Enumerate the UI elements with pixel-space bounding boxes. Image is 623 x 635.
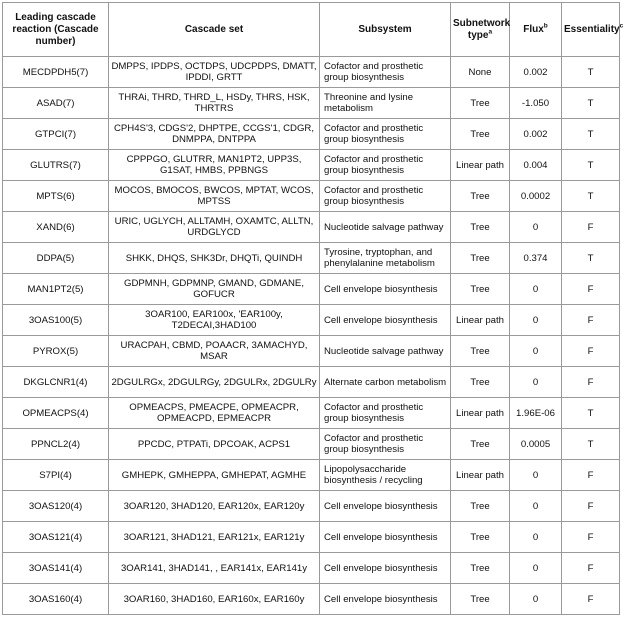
cell-flux: 0 [510, 336, 562, 367]
cell-subnetwork-type: Tree [451, 522, 510, 553]
cell-reaction: PYROX(5) [3, 336, 109, 367]
table-row [3, 584, 620, 615]
table-row [3, 274, 620, 305]
cell-cascade-set: 2DGULRGx, 2DGULRGy, 2DGULRx, 2DGULRy [109, 367, 320, 398]
cell-subsystem: Cofactor and prosthetic group biosynthesis [320, 150, 451, 181]
cell-reaction: ASAD(7) [3, 88, 109, 119]
cell-subnetwork-type: Tree [451, 119, 510, 150]
cell-reaction: DDPA(5) [3, 243, 109, 274]
cell-reaction: GLUTRS(7) [3, 150, 109, 181]
table-row [3, 57, 620, 88]
cell-essentiality: F [562, 460, 620, 491]
cell-subnetwork-type: Tree [451, 367, 510, 398]
cell-essentiality: T [562, 57, 620, 88]
cell-essentiality: F [562, 274, 620, 305]
table-row [3, 305, 620, 336]
cell-essentiality: F [562, 491, 620, 522]
cell-subsystem: Tyrosine, tryptophan, and phenylalanine metabolism [320, 243, 451, 274]
cell-subsystem: Cell envelope biosynthesis [320, 522, 451, 553]
cell-essentiality: T [562, 181, 620, 212]
cell-essentiality: T [562, 243, 620, 274]
cell-subnetwork-type: Tree [451, 212, 510, 243]
header-subnetwork-type [451, 3, 510, 57]
cell-subnetwork-type: Linear path [451, 460, 510, 491]
table-row [3, 336, 620, 367]
cell-reaction: MAN1PT2(5) [3, 274, 109, 305]
cell-subsystem: Cofactor and prosthetic group biosynthesis [320, 398, 451, 429]
cell-reaction: 3OAS160(4) [3, 584, 109, 615]
cell-reaction: 3OAS141(4) [3, 553, 109, 584]
cell-flux: 1.96E-06 [510, 398, 562, 429]
header-flux-text: Flux [523, 23, 544, 35]
cell-flux: 0 [510, 367, 562, 398]
table-row [3, 119, 620, 150]
cell-reaction: MECDPDH5(7) [3, 57, 109, 88]
cell-essentiality: T [562, 398, 620, 429]
cell-subsystem: Cofactor and prosthetic group biosynthesis [320, 181, 451, 212]
cell-essentiality: T [562, 119, 620, 150]
cell-subnetwork-type: None [451, 57, 510, 88]
cell-reaction: MPTS(6) [3, 181, 109, 212]
cell-subsystem: Nucleotide salvage pathway [320, 212, 451, 243]
cell-flux: 0.0005 [510, 429, 562, 460]
cell-flux: 0.002 [510, 119, 562, 150]
table-row [3, 150, 620, 181]
cell-subnetwork-type: Linear path [451, 305, 510, 336]
cell-flux: 0 [510, 584, 562, 615]
header-reaction: Leading cascade reaction (Cascade number) [3, 3, 109, 57]
cell-cascade-set: MOCOS, BMOCOS, BWCOS, MPTAT, WCOS, MPTSS [109, 181, 320, 212]
cell-cascade-set: PPCDC, PTPATi, DPCOAK, ACPS1 [109, 429, 320, 460]
cell-cascade-set: 3OAR100, EAR100x, 'EAR100y, T2DECAI,3HAD100 [109, 305, 320, 336]
cell-subnetwork-type: Tree [451, 553, 510, 584]
cell-subsystem: Cell envelope biosynthesis [320, 584, 451, 615]
header-subsystem: Subsystem [320, 3, 451, 57]
table-row [3, 398, 620, 429]
cell-flux: 0 [510, 274, 562, 305]
cell-cascade-set: THRAi, THRD, THRD_L, HSDy, THRS, HSK, THRTRS [109, 88, 320, 119]
cell-cascade-set: URACPAH, CBMD, POAACR, 3AMACHYD, MSAR [109, 336, 320, 367]
cell-subnetwork-type: Tree [451, 584, 510, 615]
cell-reaction: DKGLCNR1(4) [3, 367, 109, 398]
header-subnetwork-text: Subnetwork type [453, 17, 511, 41]
cell-essentiality: T [562, 429, 620, 460]
cell-flux: 0.004 [510, 150, 562, 181]
cell-cascade-set: DMPPS, IPDPS, OCTDPS, UDCPDPS, DMATT, IPDDI, GRTT [109, 57, 320, 88]
cell-essentiality: T [562, 150, 620, 181]
cell-subsystem: Threonine and lysine metabolism [320, 88, 451, 119]
cell-flux: 0.374 [510, 243, 562, 274]
cell-cascade-set: 3OAR141, 3HAD141, , EAR141x, EAR141y [109, 553, 320, 584]
cell-reaction: XAND(6) [3, 212, 109, 243]
cell-reaction: 3OAS100(5) [3, 305, 109, 336]
table-row [3, 243, 620, 274]
table-row [3, 212, 620, 243]
cell-cascade-set: SHKK, DHQS, SHK3Dr, DHQTi, QUINDH [109, 243, 320, 274]
cell-subnetwork-type: Tree [451, 336, 510, 367]
header-flux [510, 3, 562, 57]
cell-subsystem: Alternate carbon metabolism [320, 367, 451, 398]
cell-reaction: 3OAS121(4) [3, 522, 109, 553]
cell-subsystem: Cofactor and prosthetic group biosynthesis [320, 119, 451, 150]
header-cascade-set: Cascade set [109, 3, 320, 57]
cell-flux: 0 [510, 305, 562, 336]
table-row [3, 553, 620, 584]
cell-cascade-set: OPMEACPS, PMEACPE, OPMEACPR, OPMEACPD, EPMEACPR [109, 398, 320, 429]
cell-flux: 0 [510, 553, 562, 584]
cell-cascade-set: URIC, UGLYCH, ALLTAMH, OXAMTC, ALLTN, URDGLYCD [109, 212, 320, 243]
cell-cascade-set: CPH4S'3, CDGS'2, DHPTPE, CCGS'1, CDGR, DNMPPA, DNTPPA [109, 119, 320, 150]
cell-flux: 0 [510, 212, 562, 243]
cell-flux: 0.0002 [510, 181, 562, 212]
cell-flux: 0 [510, 491, 562, 522]
table-row [3, 88, 620, 119]
cell-flux: 0 [510, 522, 562, 553]
cell-cascade-set: 3OAR121, 3HAD121, EAR121x, EAR121y [109, 522, 320, 553]
cascade-table [2, 2, 623, 615]
cell-flux: -1.050 [510, 88, 562, 119]
cell-reaction: 3OAS120(4) [3, 491, 109, 522]
cell-essentiality: F [562, 553, 620, 584]
cell-subsystem: Cell envelope biosynthesis [320, 305, 451, 336]
cell-subsystem: Cofactor and prosthetic group biosynthesis [320, 429, 451, 460]
table-row [3, 429, 620, 460]
cell-subnetwork-type: Tree [451, 88, 510, 119]
cell-reaction: OPMEACPS(4) [3, 398, 109, 429]
cell-essentiality: F [562, 367, 620, 398]
table-row [3, 522, 620, 553]
cell-essentiality: F [562, 212, 620, 243]
cell-flux: 0 [510, 460, 562, 491]
cell-cascade-set: CPPPGO, GLUTRR, MAN1PT2, UPP3S, G1SAT, HMBS, PPBNGS [109, 150, 320, 181]
table-body [3, 57, 620, 615]
cell-essentiality: F [562, 522, 620, 553]
cell-subsystem: Nucleotide salvage pathway [320, 336, 451, 367]
cell-reaction: PPNCL2(4) [3, 429, 109, 460]
footnote-c-marker: c [619, 22, 623, 30]
cell-essentiality: F [562, 336, 620, 367]
cell-subsystem: Lipopolysaccharide biosynthesis / recycling [320, 460, 451, 491]
cell-subnetwork-type: Tree [451, 274, 510, 305]
cell-subnetwork-type: Tree [451, 243, 510, 274]
cell-subsystem: Cell envelope biosynthesis [320, 274, 451, 305]
cell-subsystem: Cell envelope biosynthesis [320, 553, 451, 584]
cell-essentiality: T [562, 88, 620, 119]
cell-cascade-set: GDPMNH, GDPMNP, GMAND, GDMANE, GOFUCR [109, 274, 320, 305]
table-row [3, 460, 620, 491]
cell-essentiality: F [562, 584, 620, 615]
table-row [3, 367, 620, 398]
cell-subnetwork-type: Tree [451, 491, 510, 522]
cell-subsystem: Cofactor and prosthetic group biosynthesis [320, 57, 451, 88]
header-essentiality [562, 3, 623, 57]
footnote-b-marker: b [543, 22, 548, 30]
cell-cascade-set: 3OAR120, 3HAD120, EAR120x, EAR120y [109, 491, 320, 522]
cell-reaction: S7PI(4) [3, 460, 109, 491]
cell-subnetwork-type: Tree [451, 429, 510, 460]
cell-cascade-set: 3OAR160, 3HAD160, EAR160x, EAR160y [109, 584, 320, 615]
cell-reaction: GTPCI(7) [3, 119, 109, 150]
table-row [3, 491, 620, 522]
cell-essentiality: F [562, 305, 620, 336]
cell-subnetwork-type: Tree [451, 181, 510, 212]
cell-subnetwork-type: Linear path [451, 150, 510, 181]
cell-subnetwork-type: Linear path [451, 398, 510, 429]
cell-subsystem: Cell envelope biosynthesis [320, 491, 451, 522]
header-row [3, 3, 620, 57]
footnote-a-marker: a [488, 28, 493, 36]
cell-flux: 0.002 [510, 57, 562, 88]
cell-cascade-set: GMHEPK, GMHEPPA, GMHEPAT, AGMHE [109, 460, 320, 491]
table-row [3, 181, 620, 212]
header-essentiality-text: Essentiality [564, 23, 620, 35]
